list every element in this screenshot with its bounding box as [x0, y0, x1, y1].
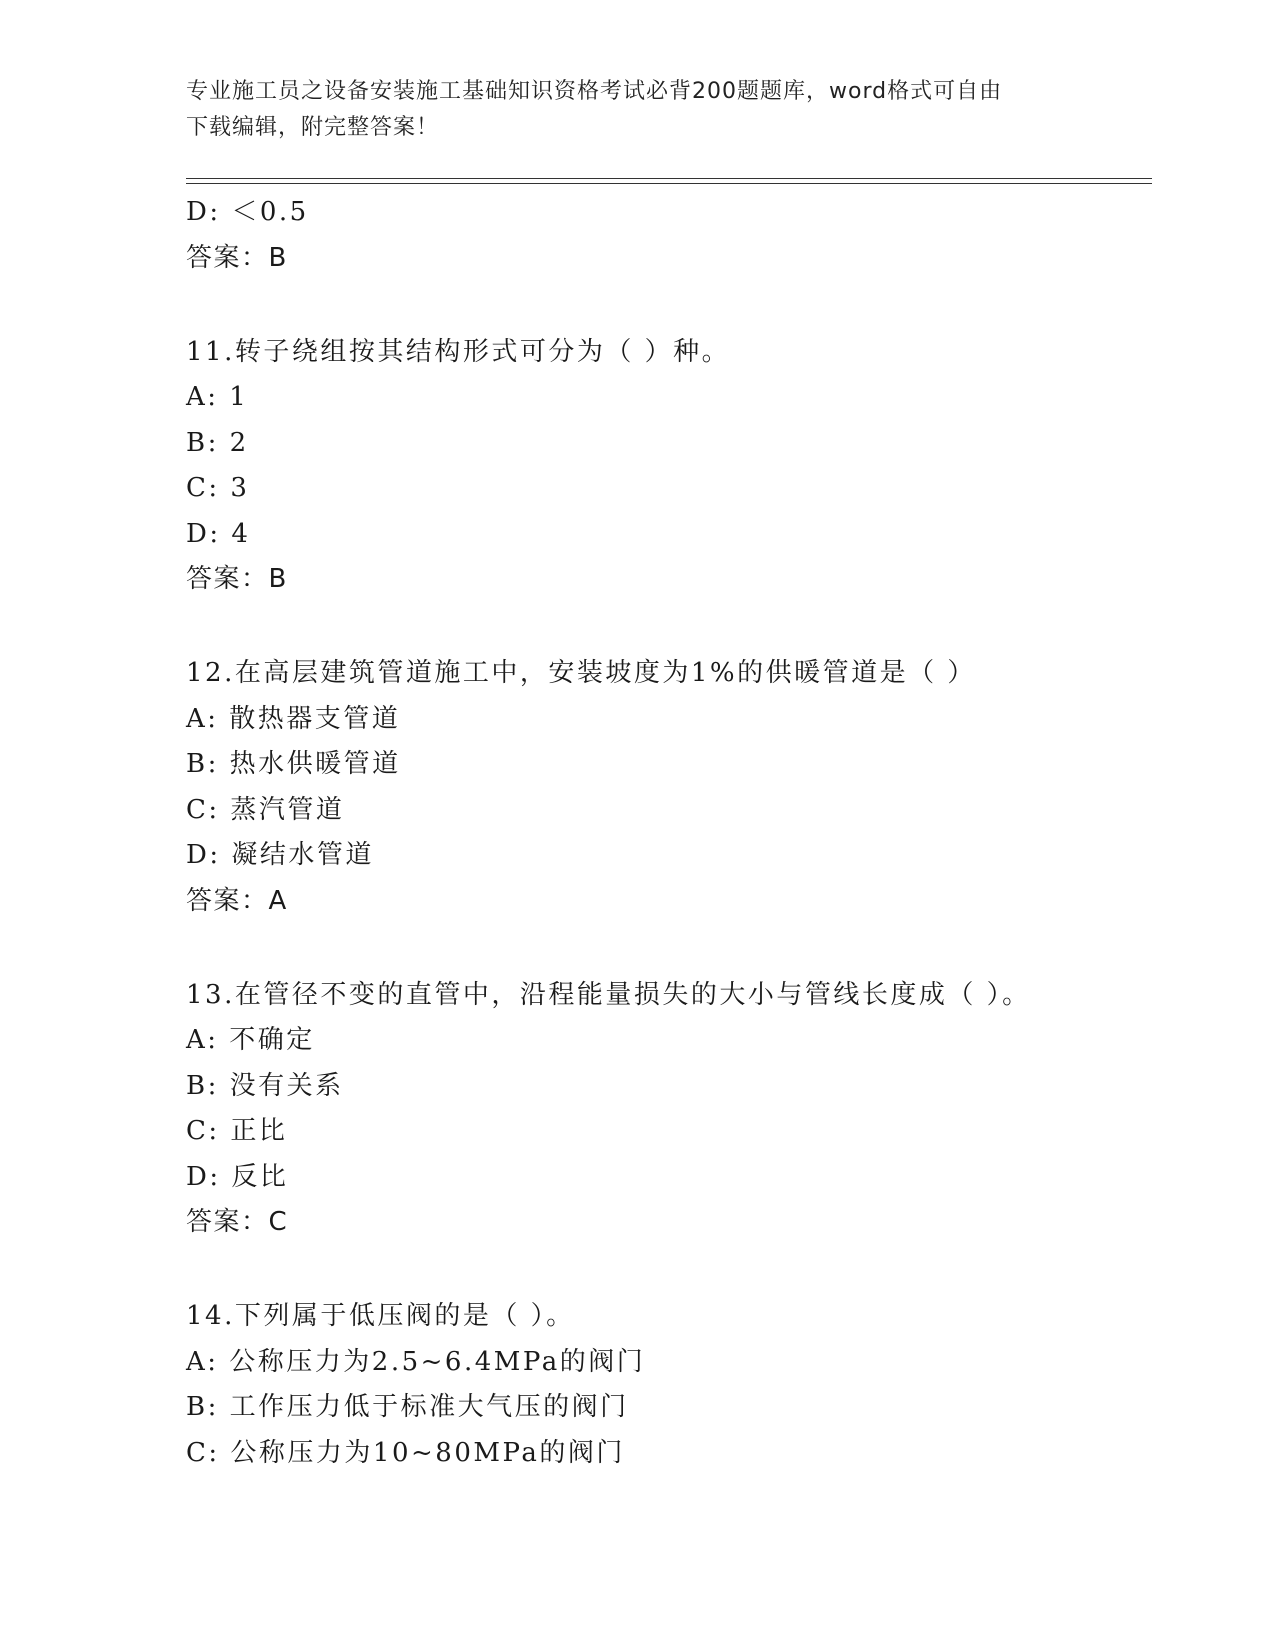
- question-stem: 11.转子绕组按其结构形式可分为（ ）种。: [186, 336, 731, 367]
- header-title-line-2: 下载编辑，附完整答案！: [186, 115, 440, 140]
- option-a: A: 不确定: [186, 1025, 315, 1055]
- option-b: B: 没有关系: [186, 1070, 344, 1101]
- header-divider-top: [186, 178, 1152, 179]
- option-a: A: 1: [186, 382, 249, 412]
- answer-line: 答案：A: [186, 885, 288, 916]
- question-list: [186, 190, 1146, 1476]
- option-d: D: 4: [186, 518, 251, 549]
- question-spacer: [186, 1246, 1146, 1292]
- option-b: B: 热水供暖管道: [186, 749, 401, 779]
- answer-line: 答案：B: [186, 564, 288, 594]
- option-d: D: ＜0.5: [186, 197, 309, 227]
- option-a: A: 公称压力为2.5~6.4MPa的阀门: [186, 1346, 646, 1377]
- answer-line: 答案：C: [186, 1207, 289, 1237]
- option-d: D: 凝结水管道: [186, 840, 374, 870]
- question-12: [186, 651, 1146, 924]
- option-a: A: 散热器支管道: [186, 703, 401, 734]
- question-11: [186, 330, 1146, 603]
- option-c: C: 公称压力为10~80MPa的阀门: [186, 1437, 625, 1468]
- question-spacer: [186, 281, 1146, 327]
- option-c: C: 蒸汽管道: [186, 794, 345, 825]
- question-13: [186, 973, 1146, 1246]
- question-spacer: [186, 924, 1146, 970]
- header-divider-bottom: [186, 183, 1152, 184]
- question-stem: 14.下列属于低压阀的是（ ）。: [186, 1301, 575, 1331]
- question-14: [186, 1294, 1146, 1476]
- option-b: B: 2: [186, 427, 249, 458]
- question-stem: 12.在高层建筑管道施工中，安装坡度为1%的供暖管道是（ ）: [186, 658, 976, 688]
- answer-line: 答案：B: [186, 242, 288, 273]
- option-c: C: 3: [186, 473, 250, 503]
- question-stem: 13.在管径不变的直管中，沿程能量损失的大小与管线长度成（ ）。: [186, 979, 1031, 1010]
- option-c: C: 正比: [186, 1116, 288, 1146]
- header-title-line-1: 专业施工员之设备安装施工基础知识资格考试必背200题题库，word格式可自由: [186, 79, 1003, 104]
- question-spacer: [186, 603, 1146, 649]
- document-header: [186, 74, 1086, 146]
- option-b: B: 工作压力低于标准大气压的阀门: [186, 1392, 629, 1422]
- option-d: D: 反比: [186, 1161, 289, 1192]
